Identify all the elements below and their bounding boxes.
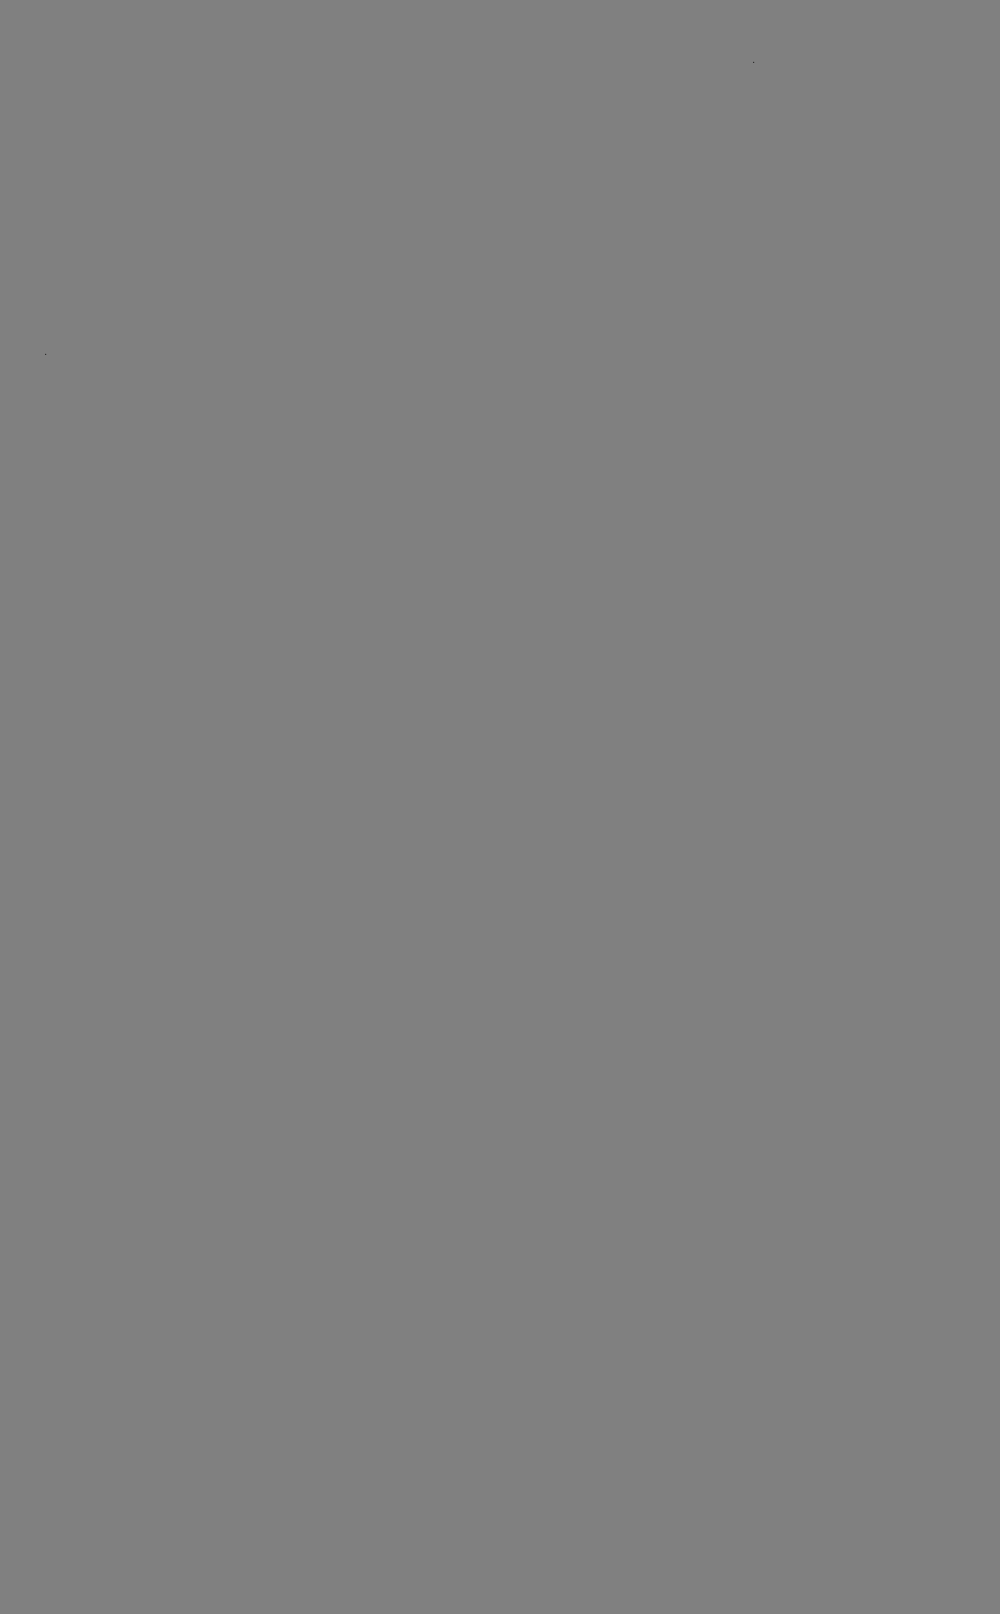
entries-column <box>108 88 928 104</box>
speck-mark: · <box>44 350 48 361</box>
speck-mark: · <box>752 58 756 69</box>
